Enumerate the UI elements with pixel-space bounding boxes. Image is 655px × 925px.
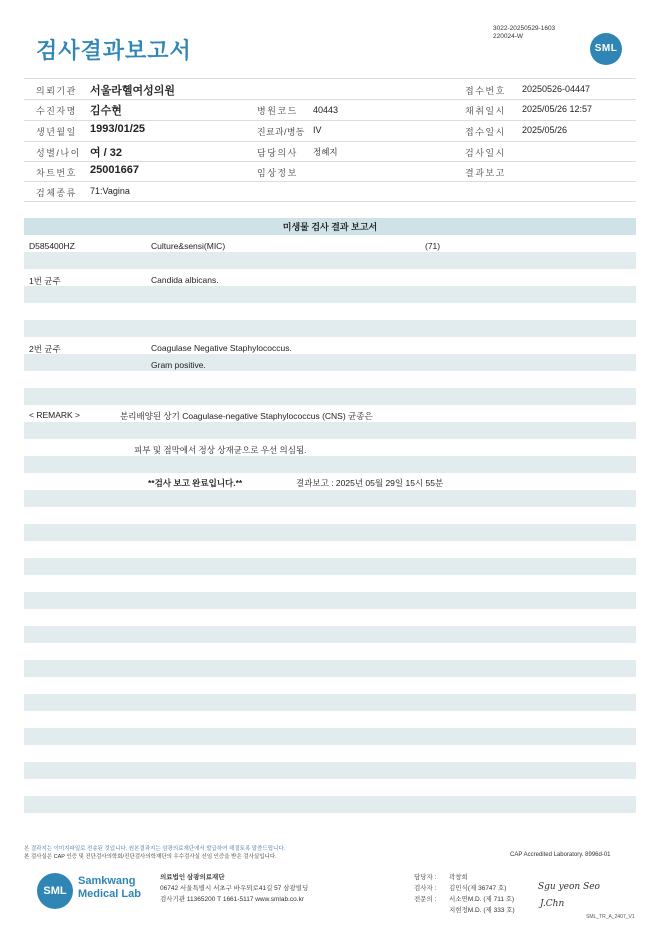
divider xyxy=(24,141,636,142)
test-date-label: 검사일시 xyxy=(465,148,506,158)
dept-value: IV xyxy=(313,125,322,135)
specimen-label: 검체종류 xyxy=(36,188,77,198)
divider xyxy=(24,78,636,79)
brand-name-2: Medical Lab xyxy=(78,888,141,900)
row-band xyxy=(24,762,636,779)
strain2-label: 2번 균주 xyxy=(29,344,61,354)
row-band xyxy=(24,388,636,405)
doctor-label: 담당의사 xyxy=(257,148,298,158)
sml-footer-logo: SML xyxy=(37,873,73,909)
remark-line-1: 분리배양된 상기 Coagulase-negative Staphylococcus (CNS) 균종은 xyxy=(120,411,373,421)
row-band xyxy=(24,558,636,575)
divider xyxy=(24,181,636,182)
sex-age-value: 여 / 32 xyxy=(90,147,123,159)
document-code-2: 220024-W xyxy=(493,32,523,40)
specialist-2-value: 지현정M.D. (제 333 호) xyxy=(449,907,515,914)
row-band xyxy=(24,320,636,337)
chart-label: 차트번호 xyxy=(36,168,77,178)
document-code-1: 3022-20250529-1603 xyxy=(493,25,556,32)
form-code: SML_TR_A_2407_V1 xyxy=(586,914,635,920)
test-name: Culture&sensi(MIC) xyxy=(151,241,226,251)
hospital-code-value: 40443 xyxy=(313,105,339,115)
staff-values xyxy=(449,872,515,916)
receive-value: 2025/05/26 xyxy=(522,125,568,135)
divider xyxy=(24,99,636,100)
receive-label: 접수일시 xyxy=(465,127,506,137)
specialist-label: 전문의 : xyxy=(414,896,437,903)
tester-value: 김민식(제 36747 호) xyxy=(449,885,507,892)
brand-name-1: Samkwang xyxy=(78,875,136,887)
signature-2: J.Chn xyxy=(540,899,565,909)
org-name: 의료법인 삼광의료재단 xyxy=(160,874,225,881)
remark-line-2: 피부 및 점막에서 정상 상재균으로 우선 의심됨. xyxy=(134,445,307,455)
row-band xyxy=(24,660,636,677)
report-complete: **검사 보고 완료입니다.** xyxy=(148,478,243,488)
collect-value: 2025/05/26 12:57 xyxy=(522,104,593,114)
test-number: (71) xyxy=(425,241,441,251)
strain2-value: Coagulase Negative Staphylococcus. xyxy=(151,343,292,353)
row-band xyxy=(24,524,636,541)
org-info xyxy=(160,872,308,905)
notice-line-2: 본 검사실은 CAP 인증 및 진단검사의학회/진단검사의학재단의 우수검사실 신임 인증을 받은 검사실입니다. xyxy=(24,854,277,860)
divider xyxy=(24,161,636,162)
brand-name xyxy=(78,875,141,901)
result-section-title: 미생물 검사 결과 보고서 xyxy=(282,222,378,232)
chart-value: 25001667 xyxy=(90,164,139,176)
receipt-no-label: 접수번호 xyxy=(465,86,506,96)
row-band xyxy=(24,694,636,711)
row-band xyxy=(24,592,636,609)
patient-value: 김수현 xyxy=(90,105,122,117)
collect-label: 채취일시 xyxy=(465,106,506,116)
divider xyxy=(24,201,636,202)
document-code xyxy=(493,25,555,40)
row-band xyxy=(24,456,636,473)
page-title: 검사결과보고서 xyxy=(36,38,192,63)
divider xyxy=(24,120,636,121)
notice-line-1: 본 결과지는 이미지파일로 전송된 것입니다. 원본결과지는 삼광의료재단에서 발급하여 해결토록 말씀드립니다. xyxy=(24,846,286,852)
remark-label: < REMARK > xyxy=(29,410,81,420)
in-charge-label: 담당자 : xyxy=(414,874,437,881)
report-time: 결과보고 : 2025년 05월 29일 15시 55분 xyxy=(296,478,444,488)
report-label: 결과보고 xyxy=(465,168,506,178)
row-band xyxy=(24,796,636,813)
institution-label: 의뢰기관 xyxy=(36,86,77,96)
strain1-value: Candida albicans. xyxy=(151,275,219,285)
in-charge-value: 곽창희 xyxy=(449,874,468,881)
sml-logo: SML xyxy=(590,33,622,65)
hospital-code-label: 병원코드 xyxy=(257,106,298,116)
row-band xyxy=(24,490,636,507)
org-contact: 검사기관 11365200 T 1661-5117 www.smlab.co.kr xyxy=(160,896,304,903)
doctor-value: 정혜지 xyxy=(313,147,338,157)
specialist-1-value: 서소연M.D. (제 711 호) xyxy=(449,896,515,903)
row-band xyxy=(24,354,636,371)
row-band xyxy=(24,252,636,269)
strain1-label: 1번 균주 xyxy=(29,276,61,286)
cap-accreditation: CAP Accredited Laboratory. 8996d-01 xyxy=(510,852,611,858)
org-address: 06742 서울특별시 서초구 바우뫼로41길 57 삼광빌딩 xyxy=(160,885,309,892)
sex-age-label: 성별/나이 xyxy=(36,148,81,158)
dob-value: 1993/01/25 xyxy=(90,123,146,135)
patient-label: 수진자명 xyxy=(36,106,77,116)
dob-label: 생년월일 xyxy=(36,127,77,137)
strain2-gram: Gram positive. xyxy=(151,360,206,370)
row-band xyxy=(24,626,636,643)
specimen-value: 71:Vagina xyxy=(90,186,130,196)
clinical-label: 임상정보 xyxy=(257,168,298,178)
row-band xyxy=(24,728,636,745)
institution-value: 서울라헬여성의원 xyxy=(90,85,176,97)
test-code: D585400HZ xyxy=(29,241,75,251)
receipt-no-value: 20250526-04447 xyxy=(522,84,591,94)
tester-label: 검사자 : xyxy=(414,885,437,892)
row-band xyxy=(24,422,636,439)
staff-labels xyxy=(414,872,436,905)
signature-1: Sgu yeon Seo xyxy=(538,882,600,892)
row-band xyxy=(24,286,636,303)
dept-label: 진료과/병동 xyxy=(257,127,305,137)
